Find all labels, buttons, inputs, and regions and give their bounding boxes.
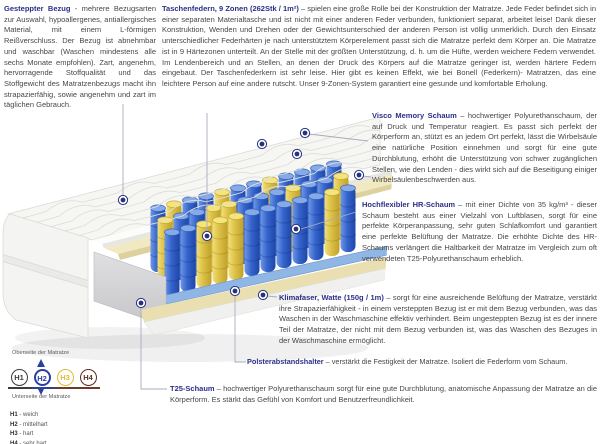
spring-top: [229, 213, 244, 220]
callout-dot: [303, 131, 308, 136]
block-t25-body: – hochwertiger Polyurethanschaum sorgt für eine gute Durchblutung, anatomische Anpassung der Matratze an die Körperform. Es stärkt das Gefühl von Komfort und Benutzerfreundlichkeit.: [170, 384, 597, 404]
hardness-legend: [10, 411, 48, 444]
spring-coil: [325, 190, 340, 256]
hardness-underline-1: [8, 387, 32, 388]
block-visco-memory: [372, 111, 597, 186]
spring-top: [309, 193, 324, 200]
block-klimafaser-body: – sorgt für eine ausreichende Belüftung der Matratze, verstärkt ihre Strapazierfähigkeit - in einem versteppten Bezug ist er mit dem Bezug verbunden, was das Waschen in der Waschmaschine effektiv verhindert. Beim ungesteppten Bezug ist es der innere Teil der Matratze, der nicht mit dem Bezug verbunden ist, was das Waschen des Bezuges in der Waschmaschine ermöglicht.: [279, 293, 597, 345]
spring-top: [327, 161, 342, 168]
spring-coil: [341, 186, 356, 252]
callout-dot: [139, 301, 144, 306]
block-gesteppter-heading: Gesteppter Bezug: [4, 4, 71, 13]
hardness-circle-h4: H4: [80, 369, 97, 386]
legend-h3-label: H3: [10, 431, 18, 438]
legend-h4: [10, 440, 48, 444]
spring-top: [341, 185, 356, 192]
spring-top: [293, 197, 308, 204]
hardness-circle-h1: H1: [11, 369, 28, 386]
callout-dot: [205, 234, 210, 239]
block-polster-body: – verstärkt die Festigkeit der Matratze. Isoliert die Federform vom Schaum.: [323, 357, 568, 366]
spring-top: [167, 201, 182, 208]
spring-coil: [277, 202, 292, 268]
block-t25-heading: T25-Schaum: [170, 384, 215, 393]
legend-h3: [10, 430, 48, 438]
block-t25-schaum: [170, 384, 597, 405]
legend-h1-desc: - weich: [17, 412, 39, 418]
hardness-underline-3: [54, 387, 100, 388]
spring-top: [277, 201, 292, 208]
block-hr-schaum-body: – mit einer Dichte von 35 kg/m³ - dieser Schaum besteht aus einer Vielzahl von Luftblasen, sorgt für eine perfekte Körperanpassung, sehr guten Schlafkomfort und garantiert eine perfekte Belüftung der Matratze. Die erhöhte Dichte des HR-Schaums verlängert die Haltbarkeit der Matratze im Vergleich zum oft verwendeten T25-Polyurethanschaum erheblich.: [362, 200, 598, 263]
spring-coil: [245, 210, 260, 276]
hardness-top-label: Oberseite der Matratze: [12, 350, 70, 356]
hardness-bottom-label: Unterseite der Matratze: [12, 393, 71, 400]
callout-dot: [260, 142, 265, 147]
block-taschenfedern-heading: Taschenfedern, 9 Zonen (262Stk / 1m²): [162, 4, 299, 13]
hardness-circle-h3: H3: [57, 369, 74, 386]
spring-top: [247, 181, 262, 188]
spring-top: [181, 225, 196, 232]
legend-h4-desc: - sehr hart: [17, 440, 47, 444]
spring-top: [165, 229, 180, 236]
spring-coil: [229, 214, 244, 280]
block-klimafaser: [279, 293, 597, 347]
block-klimafaser-heading: Klimafaser, Watte (150g / 1m): [279, 293, 384, 302]
spring-top: [197, 221, 212, 228]
block-hr-schaum-heading: Hochflexibler HR-Schaum: [362, 200, 456, 209]
spring-coil: [309, 194, 324, 260]
legend-h2: [10, 421, 48, 429]
callout-dot: [121, 198, 126, 203]
block-polster-heading: Polsterabstandshalter: [247, 357, 324, 366]
callout-dot: [295, 152, 300, 157]
spring-top: [231, 185, 246, 192]
legend-h3-desc: - hart: [17, 431, 34, 438]
spring-top: [213, 217, 228, 224]
block-visco-body: – hochwertiger Polyurethanschaum, der auf Druck und Temperatur reagiert. Es passt sich perfekt der Körperform an, stützt es an jedem Ort perfekt, lässt die Wirbelsäule eine natürliche Position einnehmen und sorgt für eine gute Durchblutung, erhöht die Unterstützung von schwer zugänglichen Stellen, wie den Lenden - dies wirkt sich auf die Beseitigung einiger Wirbelsäulenbeschwerden aus.: [372, 111, 597, 185]
legend-h4-label: H4: [10, 440, 18, 444]
callout-dot: [294, 227, 299, 232]
spring-top: [261, 205, 276, 212]
hardness-arrow-up-icon: [37, 359, 45, 367]
legend-h2-label: H2: [10, 421, 18, 428]
legend-h1: [10, 411, 48, 419]
block-gesteppter-bezug: [4, 4, 156, 111]
block-taschenfedern: [162, 4, 596, 90]
spring-coil: [181, 226, 196, 292]
spring-coil: [165, 230, 180, 296]
spring-top: [245, 209, 260, 216]
spring-top: [270, 189, 285, 196]
spring-top: [334, 173, 349, 180]
hardness-circle-h2: H2: [34, 369, 51, 386]
callout-dot: [357, 173, 362, 178]
callout-dot: [261, 293, 266, 298]
spring-top: [279, 173, 294, 180]
block-polsterabstandshalter: [247, 357, 599, 367]
block-taschenfedern-body: – spielen eine große Rolle bei der Konstruktion der Matratze. Jede Feder befindet sich in einer separaten Materialtasche und ist nicht mit einer anderen Feder verbunden, funktioniert separat, arbeitet leise! Dank dieser Konstruktion, Wenden und Drehen oder der Gewichtsunterschied der anderen Person ist völlig unmerklich. Durch den Einsatz unterschiedlicher Federhärten je nach unterstütztem Körperelement passt sich die Matratze perfekt dem Körper an. Die Matratze ist in 9 Härtezonen unterteilt. An der Stelle mit der größten Unterstützung, d. h. um die Hüfte, werden weichere Federn verwendet. Im Lendenbereich und an Stellen, an denen der Druck des Körpers auf die Matratze geringer ist, werden härtere Federn eingebaut. Der Taschenfederkern ist sehr leise. Hier gibt es keinen Effekt, wie bei Bonell (Federkern)- Matratzen, das eine leichtere Person auf eine andere rutscht. Unser 9-Zonen-System garantiert eine gesunde und komfortable Erholung.: [162, 4, 596, 89]
block-hr-schaum: [362, 200, 597, 264]
legend-h2-desc: - mittelhart: [17, 421, 48, 428]
block-visco-heading: Visco Memory Schaum: [372, 111, 457, 120]
callout-dot: [233, 289, 238, 294]
spring-coil: [213, 218, 228, 284]
spring-top: [325, 189, 340, 196]
legend-h1-label: H1: [10, 412, 18, 418]
hardness-arrow-down-icon: [37, 387, 45, 395]
block-gesteppter-body: - mehrere Bezugsarten zur Auswahl, hypoallergenes, antiallergisches Material, mit einem L-förmigen Reißverschluss. Der Bezug ist abnehmbar und waschbar (Waschen mindestens alle sechs Monate empfohlen). Zart, angenehm, hervorragende Stoffqualität und das Stoffgewicht des Matratzenbezugs macht ihn strapazierfähig, sowie angenehm und zart im täglichen Gebrauch.: [4, 4, 156, 110]
spring-coil: [261, 206, 276, 272]
floor-shadow-2: [15, 327, 205, 349]
